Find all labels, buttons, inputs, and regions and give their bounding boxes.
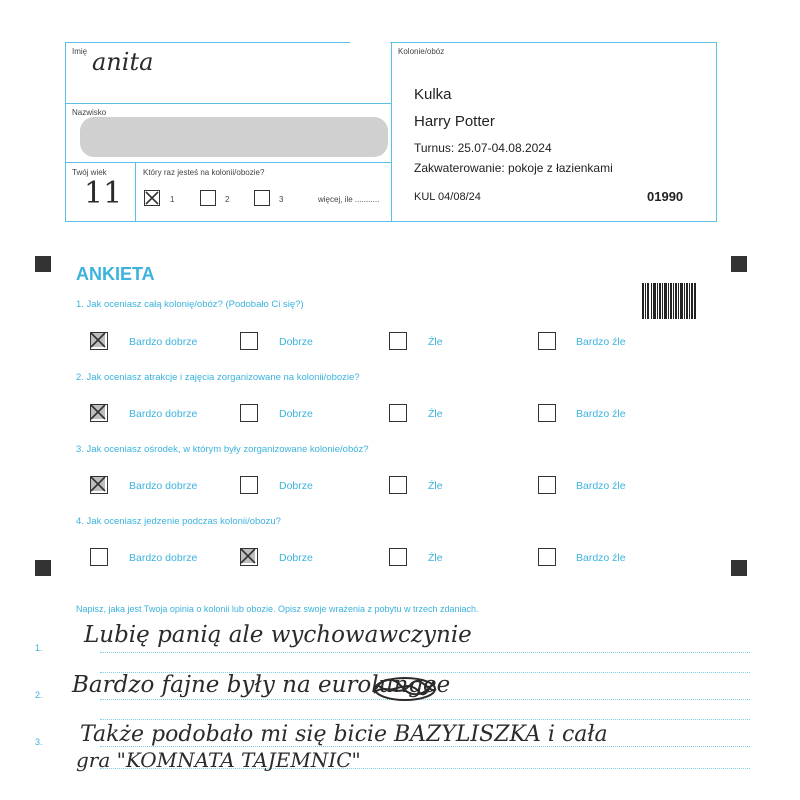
nazwisko-redaction bbox=[80, 117, 388, 157]
question-3: 3. Jak oceniasz ośrodek, w którym były zorganizowane kolonie/obóz? bbox=[76, 444, 369, 455]
q3-option-dobrze: Dobrze bbox=[279, 480, 313, 492]
age-divider bbox=[135, 162, 136, 221]
check-scribble-icon bbox=[89, 331, 107, 349]
imie-label: Imię bbox=[72, 47, 88, 56]
visit-checkbox-2[interactable] bbox=[200, 190, 216, 206]
barcode-icon bbox=[642, 283, 697, 319]
kolonia-theme: Harry Potter bbox=[414, 113, 495, 130]
answer-text-1[interactable]: Lubię panią ale wychowawczynie bbox=[84, 622, 472, 648]
wiek-label: Twój wiek bbox=[72, 168, 107, 177]
registration-mark-br bbox=[731, 560, 747, 576]
zakwaterowanie: Zakwaterowanie: pokoje z łazienkami bbox=[414, 161, 613, 175]
q1-checkbox-bardzo-dobrze[interactable] bbox=[90, 332, 108, 350]
answer-line-1 bbox=[100, 652, 750, 653]
wiek-value: 11 bbox=[84, 176, 123, 211]
q3-checkbox-bardzo-dobrze[interactable] bbox=[90, 476, 108, 494]
scribble-icon bbox=[372, 675, 438, 703]
q4-option-bardzo-dobrze: Bardzo dobrze bbox=[129, 552, 198, 564]
q3-checkbox-zle[interactable] bbox=[389, 476, 407, 494]
q1-option-bardzo-zle: Bardzo źle bbox=[576, 336, 626, 348]
q2-option-zle: Źle bbox=[428, 408, 443, 420]
q3-option-zle: Źle bbox=[428, 480, 443, 492]
q2-option-bardzo-dobrze: Bardzo dobrze bbox=[129, 408, 198, 420]
registration-mark-bl bbox=[35, 560, 51, 576]
header-notch bbox=[350, 38, 390, 46]
q4-option-bardzo-zle: Bardzo źle bbox=[576, 552, 626, 564]
form-number: 01990 bbox=[647, 189, 684, 204]
q1-checkbox-bardzo-zle[interactable] bbox=[538, 332, 556, 350]
opinion-prompt: Napisz, jaka jest Twoja opinia o kolonii lub obozie. Opisz swoje wrażenia z pobytu w trzech zdaniach. bbox=[76, 604, 479, 614]
q1-option-zle: Źle bbox=[428, 336, 443, 348]
q2-checkbox-bardzo-zle[interactable] bbox=[538, 404, 556, 422]
q2-checkbox-dobrze[interactable] bbox=[240, 404, 258, 422]
q4-checkbox-zle[interactable] bbox=[389, 548, 407, 566]
survey-title: ANKIETA bbox=[76, 264, 155, 284]
q4-option-dobrze: Dobrze bbox=[279, 552, 313, 564]
visit-option-2: 2 bbox=[225, 195, 230, 204]
header-hline-2 bbox=[66, 162, 391, 163]
kolonia-label: Kolonie/obóz bbox=[398, 47, 445, 56]
q1-option-bardzo-dobrze: Bardzo dobrze bbox=[129, 336, 198, 348]
line-number-2: 2. bbox=[35, 690, 43, 700]
q4-option-zle: Źle bbox=[428, 552, 443, 564]
check-scribble-icon bbox=[239, 547, 257, 565]
imie-value: anita bbox=[92, 48, 154, 76]
header-divider bbox=[391, 43, 392, 221]
visit-option-1: 1 bbox=[170, 195, 175, 204]
q2-option-dobrze: Dobrze bbox=[279, 408, 313, 420]
q3-option-bardzo-dobrze: Bardzo dobrze bbox=[129, 480, 198, 492]
nazwisko-label: Nazwisko bbox=[72, 108, 107, 117]
question-2: 2. Jak oceniasz atrakcje i zajęcia zorganizowane na kolonii/obozie? bbox=[76, 372, 360, 383]
q4-checkbox-bardzo-dobrze[interactable] bbox=[90, 548, 108, 566]
answer-text-3[interactable]: Także podobało mi się bicie BAZYLISZKA i cała bbox=[80, 722, 608, 747]
q4-checkbox-dobrze[interactable] bbox=[240, 548, 258, 566]
kolonia-code: KUL 04/08/24 bbox=[414, 191, 481, 203]
question-4: 4. Jak oceniasz jedzenie podczas kolonii/obozu? bbox=[76, 516, 281, 527]
q1-checkbox-dobrze[interactable] bbox=[240, 332, 258, 350]
answer-text-2[interactable]: Bardzo fajne były na eurolungee bbox=[72, 672, 451, 698]
visit-option-3: 3 bbox=[279, 195, 284, 204]
q3-checkbox-dobrze[interactable] bbox=[240, 476, 258, 494]
visit-option-more: więcej, ile ........... bbox=[318, 195, 380, 204]
q3-option-bardzo-zle: Bardzo źle bbox=[576, 480, 626, 492]
check-scribble-icon bbox=[89, 475, 107, 493]
answer-text-4[interactable]: gra "KOMNATA TAJEMNIC" bbox=[76, 748, 361, 772]
answer-line-2b bbox=[100, 719, 750, 720]
check-x-icon bbox=[144, 190, 160, 206]
visit-checkbox-3[interactable] bbox=[254, 190, 270, 206]
q1-option-dobrze: Dobrze bbox=[279, 336, 313, 348]
line-number-3: 3. bbox=[35, 737, 43, 747]
visit-checkbox-1[interactable] bbox=[144, 190, 160, 206]
header-hline-1 bbox=[66, 103, 391, 104]
registration-mark-tl bbox=[35, 256, 51, 272]
q2-checkbox-bardzo-dobrze[interactable] bbox=[90, 404, 108, 422]
q2-option-bardzo-zle: Bardzo źle bbox=[576, 408, 626, 420]
q2-checkbox-zle[interactable] bbox=[389, 404, 407, 422]
turnus: Turnus: 25.07-04.08.2024 bbox=[414, 141, 552, 155]
question-1: 1. Jak oceniasz całą kolonię/obóz? (Podobało Ci się?) bbox=[76, 299, 304, 310]
q1-checkbox-zle[interactable] bbox=[389, 332, 407, 350]
q3-checkbox-bardzo-zle[interactable] bbox=[538, 476, 556, 494]
visits-label: Który raz jesteś na kolonii/obozie? bbox=[143, 168, 265, 177]
line-number-1: 1. bbox=[35, 643, 43, 653]
q4-checkbox-bardzo-zle[interactable] bbox=[538, 548, 556, 566]
check-scribble-icon bbox=[89, 403, 107, 421]
registration-mark-tr bbox=[731, 256, 747, 272]
kolonia-name: Kulka bbox=[414, 86, 452, 103]
